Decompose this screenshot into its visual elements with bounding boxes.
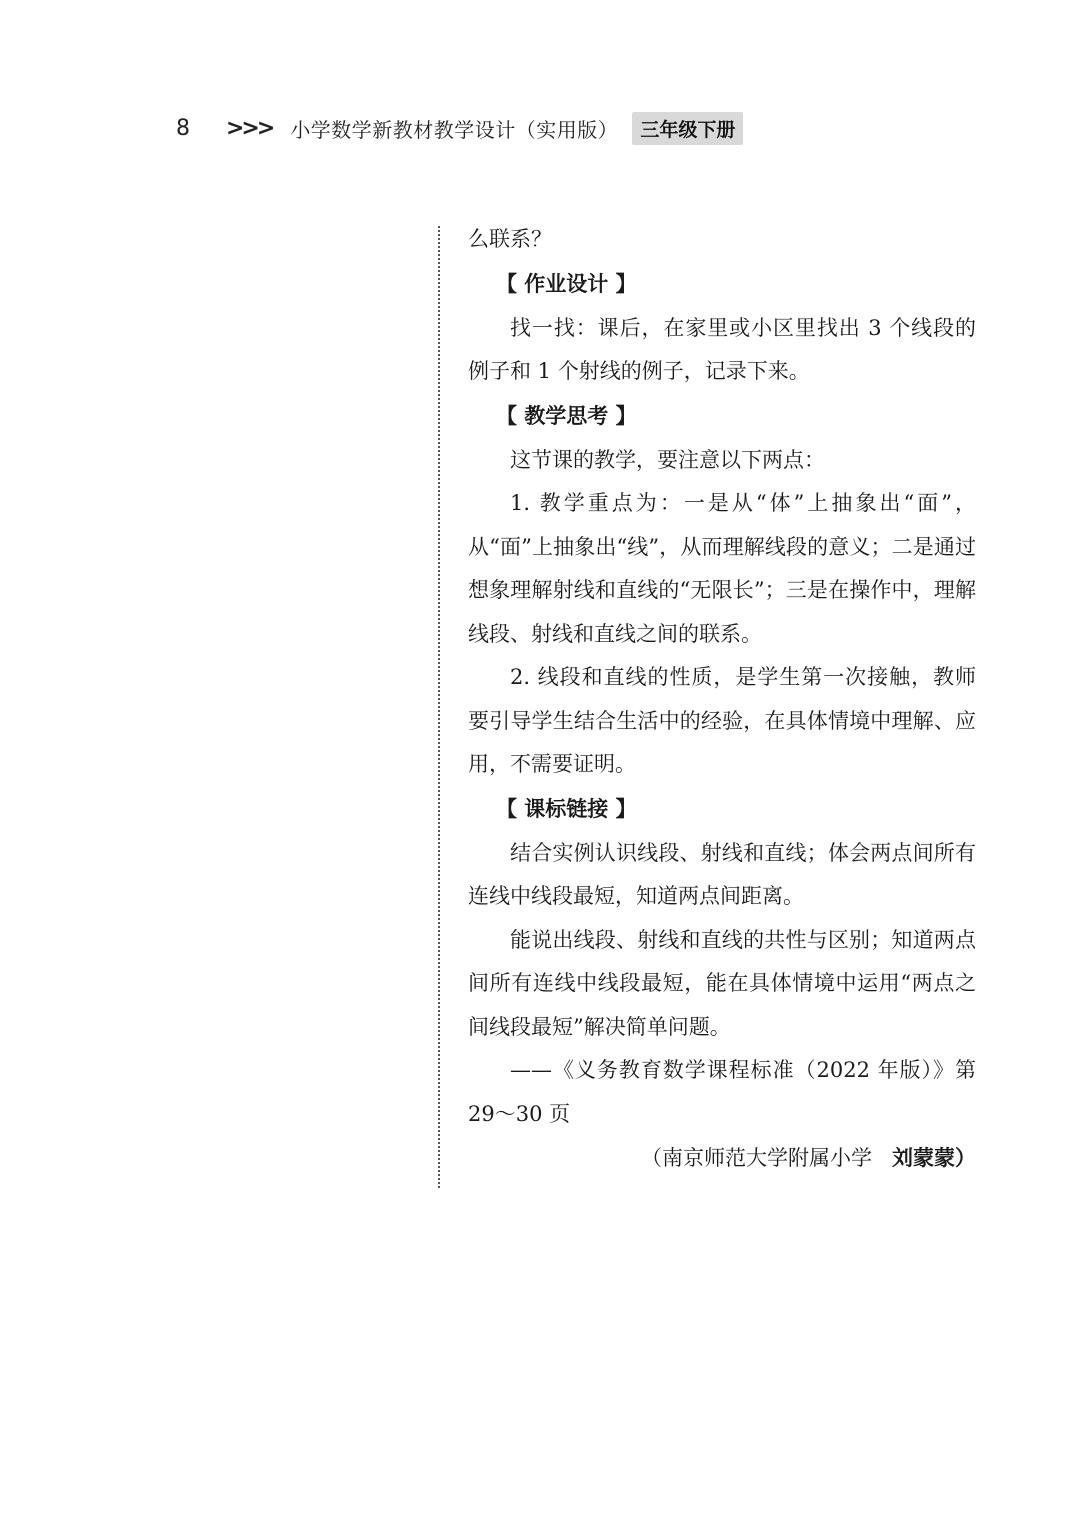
author-line <box>468 1136 976 1181</box>
grade-tag: 三年级下册 <box>632 112 743 145</box>
reflection-heading: 【 教学思考 】 <box>496 403 637 428</box>
standards-heading: 【 课标链接 】 <box>496 796 637 821</box>
main-content <box>468 218 976 1181</box>
book-title: 小学数学新教材教学设计（实用版） <box>290 117 619 142</box>
homework-heading: 【 作业设计 】 <box>496 271 637 296</box>
dotted-margin-rule <box>438 226 440 1188</box>
standards-paragraph-1: 结合实例认识线段、射线和直线；体会两点间所有连线中线段最短，知道两点间距离。 <box>468 840 976 908</box>
chevron-right-icon: >>> <box>226 115 273 141</box>
reflection-point-2: 2. 线段和直线的性质，是学生第一次接触，教师要引导学生结合生活中的经验，在具体情境中理解、应用，不需要证明。 <box>468 665 976 776</box>
reflection-point-1: 1. 教学重点为：一是从“体”上抽象出“面”，从“面”上抽象出“线”，从而理解线段的意义；二是通过想象理解射线和直线的“无限长”；三是在操作中，理解线段、射线和直线之间的联系。 <box>468 491 976 646</box>
standards-paragraph-2: 能说出线段、射线和直线的共性与区别；知道两点间所有连线中线段最短，能在具体情境中运用“两点之间线段最短”解决简单问题。 <box>468 927 976 1039</box>
author-school: （南京师范大学附属小学 <box>641 1146 872 1170</box>
reflection-intro: 这节课的教学，要注意以下两点： <box>510 447 825 472</box>
author-name: 刘蒙蒙） <box>892 1145 976 1170</box>
running-header <box>176 108 743 148</box>
continued-text: 么联系？ <box>468 227 552 251</box>
homework-text: 找一找：课后，在家里或小区里找出 3 个线段的例子和 1 个射线的例子，记录下来。 <box>468 315 976 383</box>
standards-citation: ——《义务教育数学课程标准（2022 年版）》第 29～30 页 <box>468 1058 976 1126</box>
page-number: 8 <box>176 115 190 141</box>
